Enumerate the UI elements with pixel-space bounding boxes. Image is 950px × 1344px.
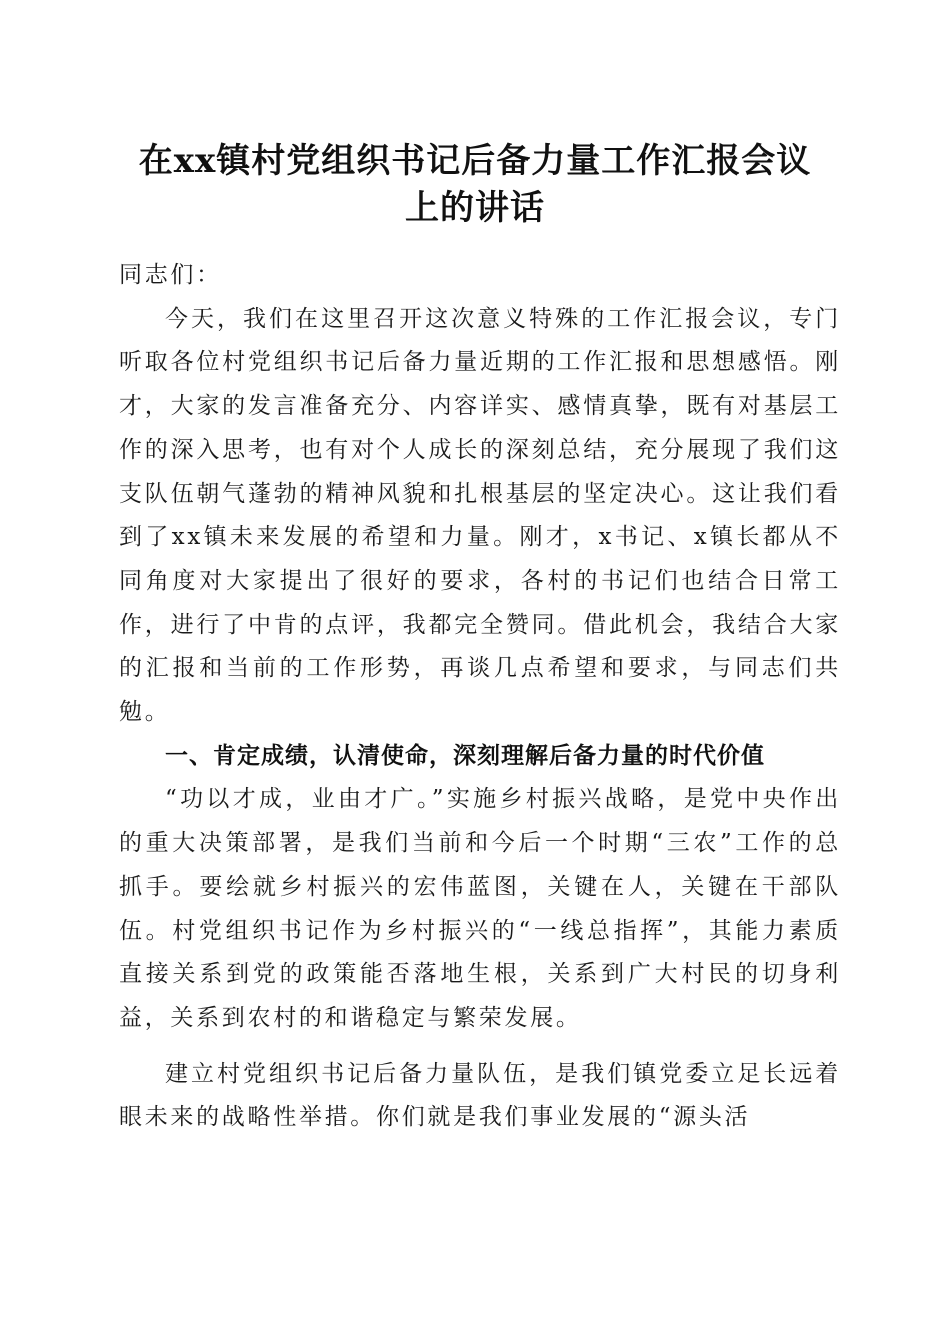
title-line-2: 上的讲话 bbox=[405, 188, 545, 228]
paragraph-rural-revitalization: “功以才成，业由才广。”实施乡村振兴战略，是党中央作出的重大决策部署，是我们当前和今后一个时期“三农”工作的总抓手。要绘就乡村振兴的宏伟蓝图，关键在人，关键在干部队伍。村党组织书记作为乡村振兴的“一线总指挥”，其能力素质直接关系到党的政策能否落地生根，关系到广大村民的切身利益，关系到农村的和谐稳定与繁荣发展。 bbox=[119, 786, 841, 1031]
section-heading-1: 一、肯定成绩，认清使命，深刻理解后备力量的时代价值 bbox=[165, 742, 765, 769]
document-body bbox=[119, 254, 841, 1140]
title-line-1: 在xx镇村党组织书记后备力量工作汇报会议 bbox=[138, 141, 812, 181]
paragraph-reserve-team: 建立村党组织书记后备力量队伍，是我们镇党委立足长远着眼未来的战略性举措。你们就是我们事业发展的“源头活 bbox=[119, 1060, 841, 1131]
document-title bbox=[110, 138, 840, 232]
paragraph-opening: 今天，我们在这里召开这次意义特殊的工作汇报会议，专门听取各位村党组织书记后备力量近期的工作汇报和思想感悟。刚才，大家的发言准备充分、内容详实、感情真挚，既有对基层工作的深入思考，也有对个人成长的深刻总结，充分展现了我们这支队伍朝气蓬勃的精神风貌和扎根基层的坚定决心。这让我们看到了xx镇未来发展的希望和力量。刚才，x书记、x镇长都从不同角度对大家提出了很好的要求，各村的书记们也结合日常工作，进行了中肯的点评，我都完全赞同。借此机会，我结合大家的汇报和当前的工作形势，再谈几点希望和要求，与同志们共勉。 bbox=[119, 305, 841, 726]
salutation: 同志们： bbox=[119, 262, 222, 288]
